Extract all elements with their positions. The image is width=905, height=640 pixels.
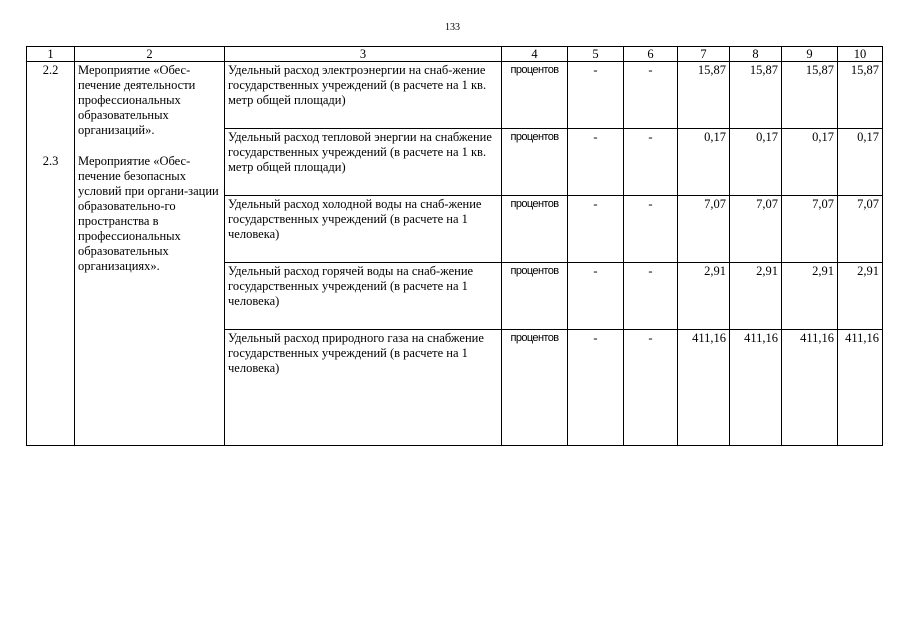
codes-cell <box>27 62 75 446</box>
col5-cell: - <box>568 263 624 330</box>
col10-cell: 15,87 <box>838 62 883 129</box>
col5-cell: - <box>568 62 624 129</box>
col7-cell: 411,16 <box>678 330 730 446</box>
indicator-cell: Удельный расход электроэнергии на снаб-жение государственных учреждений (в расчете на 1 кв. метр общей площади) <box>225 62 502 129</box>
indicators-table <box>26 46 883 446</box>
col8-cell: 2,91 <box>730 263 782 330</box>
col9-cell: 2,91 <box>782 263 838 330</box>
indicator-cell: Удельный расход природного газа на снабжение государственных учреждений (в расчете на 1 человека) <box>225 330 502 446</box>
header-cell-5: 5 <box>568 47 624 62</box>
col5-cell: - <box>568 196 624 263</box>
indicator-cell: Удельный расход холодной воды на снаб-жение государственных учреждений (в расчете на 1 человека) <box>225 196 502 263</box>
col9-cell: 15,87 <box>782 62 838 129</box>
header-cell-7: 7 <box>678 47 730 62</box>
unit-cell: процентов <box>502 263 568 330</box>
col10-cell: 411,16 <box>838 330 883 446</box>
table-row <box>27 62 883 129</box>
col8-cell: 0,17 <box>730 129 782 196</box>
col7-cell: 7,07 <box>678 196 730 263</box>
col6-cell: - <box>624 330 678 446</box>
col9-cell: 7,07 <box>782 196 838 263</box>
header-cell-2: 2 <box>75 47 225 62</box>
page-number: 133 <box>445 22 460 33</box>
col8-cell: 7,07 <box>730 196 782 263</box>
header-cell-6: 6 <box>624 47 678 62</box>
col6-cell: - <box>624 62 678 129</box>
col6-cell: - <box>624 196 678 263</box>
col9-cell: 0,17 <box>782 129 838 196</box>
col8-cell: 15,87 <box>730 62 782 129</box>
col5-cell: - <box>568 330 624 446</box>
col6-cell: - <box>624 263 678 330</box>
unit-cell: процентов <box>502 330 568 446</box>
col10-cell: 2,91 <box>838 263 883 330</box>
header-cell-9: 9 <box>782 47 838 62</box>
unit-cell: процентов <box>502 196 568 263</box>
header-row <box>27 47 883 62</box>
indicator-cell: Удельный расход тепловой энергии на снабжение государственных учреждений (в расчете на 1 кв. метр общей площади) <box>225 129 502 196</box>
code-2-2: 2.2 <box>42 63 59 77</box>
activity-2-3: Мероприятие «Обес-печение безопасных условий при органи-зации образовательно-го пространства в профессиональных образовательных организациях». <box>78 154 219 273</box>
col7-cell: 0,17 <box>678 129 730 196</box>
col7-cell: 2,91 <box>678 263 730 330</box>
header-cell-4: 4 <box>502 47 568 62</box>
col8-cell: 411,16 <box>730 330 782 446</box>
unit-cell: процентов <box>502 129 568 196</box>
header-cell-10: 10 <box>838 47 883 62</box>
code-2-3: 2.3 <box>42 154 59 168</box>
col10-cell: 7,07 <box>838 196 883 263</box>
activity-2-2: Мероприятие «Обес-печение деятельности профессиональных образовательных организаций». <box>78 63 196 137</box>
col7-cell: 15,87 <box>678 62 730 129</box>
header-cell-3: 3 <box>225 47 502 62</box>
header-cell-1: 1 <box>27 47 75 62</box>
unit-cell: процентов <box>502 62 568 129</box>
header-cell-8: 8 <box>730 47 782 62</box>
activities-cell <box>75 62 225 446</box>
col5-cell: - <box>568 129 624 196</box>
col10-cell: 0,17 <box>838 129 883 196</box>
indicator-cell: Удельный расход горячей воды на снаб-жение государственных учреждений (в расчете на 1 человека) <box>225 263 502 330</box>
col6-cell: - <box>624 129 678 196</box>
col9-cell: 411,16 <box>782 330 838 446</box>
